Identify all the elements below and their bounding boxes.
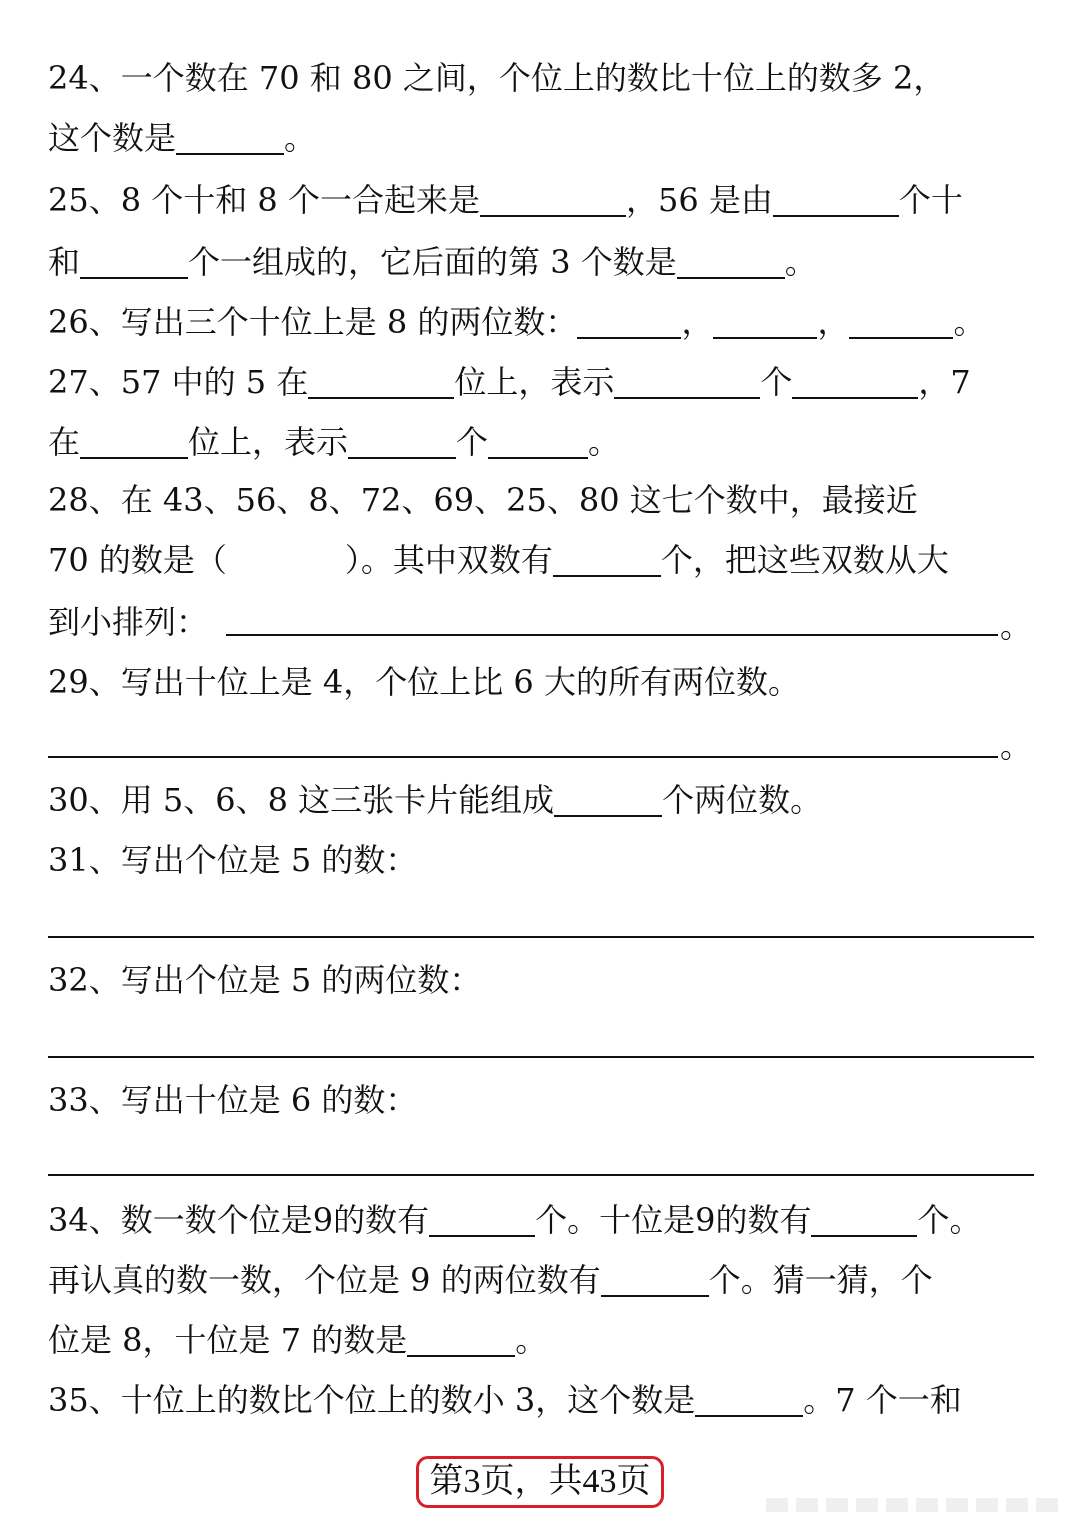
q34-end: 。 <box>515 1321 548 1359</box>
q34-text-d: 再认真的数一数，个位是 9 的两位数有 <box>48 1261 601 1299</box>
q34-blank-ones-9[interactable] <box>429 1205 535 1237</box>
q25-blank-tens[interactable] <box>773 185 899 217</box>
q25-text-c: 个十 <box>898 181 963 219</box>
q29-answer-line[interactable] <box>48 756 998 758</box>
q25-line-1 <box>48 170 1038 230</box>
q28-line-2 <box>48 530 1038 590</box>
q27-text-g: 个 <box>456 423 489 461</box>
q25-blank-third[interactable] <box>677 247 785 279</box>
q25-text-a: 25、8 个十和 8 个一合起来是 <box>48 181 480 219</box>
q28-text-a: 70 的数是（ <box>48 541 227 579</box>
q34-line-1 <box>48 1190 1038 1250</box>
q35-text-b: 。7 个一和 <box>803 1381 962 1419</box>
q33-answer-line[interactable] <box>48 1174 1034 1176</box>
q27-blank-unit-2[interactable] <box>488 427 588 459</box>
q31-answer-line[interactable] <box>48 936 1034 938</box>
q26-end: 。 <box>953 303 986 341</box>
q28-line-3 <box>48 592 1038 652</box>
q34-text-f: 位是 8，十位是 7 的数是 <box>48 1321 408 1359</box>
q25-text-d: 和 <box>48 243 81 281</box>
q25-text-b: ，56 是由 <box>625 181 773 219</box>
q26-blank-2[interactable] <box>713 307 817 339</box>
q34-line-3 <box>48 1310 1038 1370</box>
q28-answer-line[interactable] <box>226 634 998 636</box>
q34-blank-two-digit[interactable] <box>601 1265 709 1297</box>
q25-blank-ones[interactable] <box>80 247 188 279</box>
q25-text-e: 个一组成的，它后面的第 3 个数是 <box>188 243 677 281</box>
q27-end: 。 <box>588 423 621 461</box>
q24-line-1: 24、一个数在 70 和 80 之间，个位上的数比十位上的数多 2， <box>48 59 946 97</box>
q28-blank-even-count[interactable] <box>553 545 661 577</box>
q27-blank-count-2[interactable] <box>348 427 456 459</box>
q27-text-b: 位上，表示 <box>454 363 615 401</box>
q27-text-d: ，7 <box>918 363 971 401</box>
q27-blank-unit[interactable] <box>792 367 918 399</box>
q27-line-2 <box>48 412 1038 472</box>
q32-answer-line[interactable] <box>48 1056 1034 1058</box>
q34-blank-tens-9[interactable] <box>811 1205 917 1237</box>
q26-sep-1: ， <box>681 303 714 341</box>
q32-line: 32、写出个位是 5 的两位数： <box>48 961 482 999</box>
watermark <box>766 1498 1066 1512</box>
q29-end: 。 <box>1000 727 1033 765</box>
q35-blank-number[interactable] <box>695 1385 803 1417</box>
q34-text-e: 个。猜一猜，个 <box>708 1261 933 1299</box>
q24-end: 。 <box>284 119 317 157</box>
q28-end: 。 <box>1000 607 1033 645</box>
q35-text-a: 35、十位上的数比个位上的数小 3，这个数是 <box>48 1381 696 1419</box>
q24-line-2 <box>48 108 1038 168</box>
q30-blank-count[interactable] <box>554 785 662 817</box>
q25-end: 。 <box>784 243 817 281</box>
q24-text: 这个数是 <box>48 119 177 157</box>
q31-line: 31、写出个位是 5 的数： <box>48 841 418 879</box>
q28-text-b: ）。其中双数有 <box>344 541 553 579</box>
q27-blank-place-2[interactable] <box>80 427 188 459</box>
page-number-badge: 第3页，共43页 <box>416 1456 664 1508</box>
q26-sep-2: ， <box>817 303 850 341</box>
q34-text-a: 34、数一数个位是9的数有 <box>48 1201 430 1239</box>
q25-line-2 <box>48 232 1038 292</box>
q27-text-c: 个 <box>760 363 793 401</box>
q29-line-1: 29、写出十位上是 4，个位上比 6 大的所有两位数。 <box>48 663 800 701</box>
q28-line-1: 28、在 43、56、8、72、69、25、80 这七个数中，最接近 <box>48 481 918 519</box>
q27-blank-place[interactable] <box>308 367 454 399</box>
q34-text-c: 个。 <box>917 1201 982 1239</box>
q30-line <box>48 770 1038 830</box>
q26-line <box>48 292 1038 352</box>
q27-text-f: 位上，表示 <box>188 423 349 461</box>
q26-blank-3[interactable] <box>849 307 953 339</box>
q24-answer-blank[interactable] <box>176 123 284 155</box>
q27-text-e: 在 <box>48 423 81 461</box>
q34-line-2 <box>48 1250 1038 1310</box>
q33-line: 33、写出十位是 6 的数： <box>48 1081 418 1119</box>
q26-text: 26、写出三个十位上是 8 的两位数： <box>48 303 578 341</box>
q35-line <box>48 1370 1038 1430</box>
q28-text-c: 个，把这些双数从大 <box>660 541 949 579</box>
q30-text-b: 个两位数。 <box>662 781 823 819</box>
q27-blank-count[interactable] <box>614 367 760 399</box>
q30-text-a: 30、用 5、6、8 这三张卡片能组成 <box>48 781 555 819</box>
q34-blank-guess[interactable] <box>407 1325 515 1357</box>
q28-text-d: 到小排列： <box>48 603 209 641</box>
q27-line-1 <box>48 352 1038 412</box>
q25-blank-sum[interactable] <box>480 185 626 217</box>
q26-blank-1[interactable] <box>577 307 681 339</box>
q34-text-b: 个。十位是9的数有 <box>535 1201 812 1239</box>
q27-text-a: 27、57 中的 5 在 <box>48 363 309 401</box>
